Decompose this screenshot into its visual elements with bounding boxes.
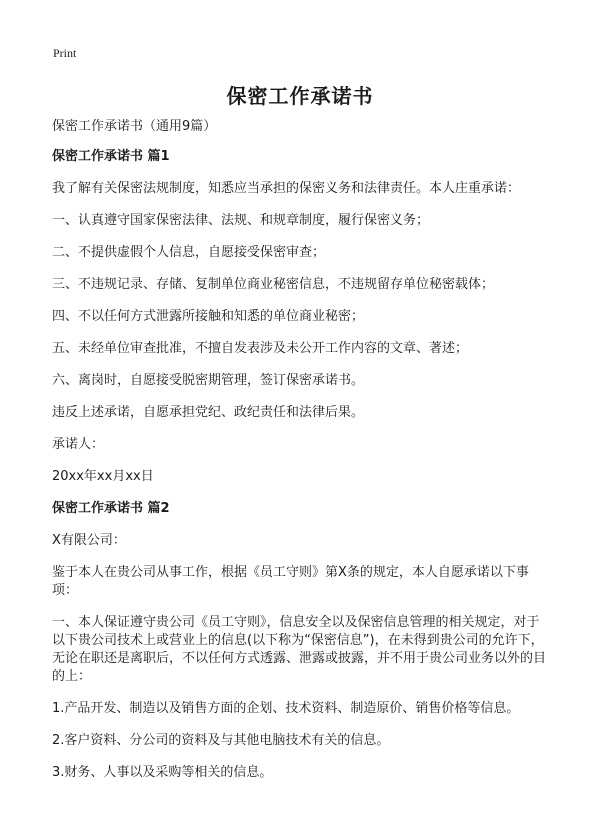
section-1-paragraph: 四、不以任何方式泄露所接触和知悉的单位商业秘密；: [52, 309, 365, 324]
section-2-paragraph: 2.客户资料、分公司的资料及与其他电脑技术有关的信息。: [52, 733, 390, 748]
document-body: [52, 118, 552, 796]
section-1-paragraph: 二、不提供虚假个人信息，自愿接受保密审查；: [52, 245, 326, 260]
section-1-paragraph: 我了解有关保密法规制度，知悉应当承担的保密义务和法律责任。本人庄重承诺：: [52, 181, 521, 196]
section-2-paragraph: 一、本人保证遵守贵公司《员工守则》，信息安全以及保密信息管理的相关规定，对于以下贵公司技术上或营业上的信息(以下称为“保密信息”)，在未得到贵公司的允许下，无论在职还是离职后，不以任何方式透露、泄露或披露，并不用于贵公司业务以外的目的上：: [52, 615, 547, 684]
signature-date: 20xx年xx月xx日: [52, 469, 154, 484]
signatory-label: 承诺人：: [52, 437, 105, 452]
addressee: X有限公司：: [52, 533, 126, 548]
document-title: 保密工作承诺书: [226, 84, 374, 108]
section-1-paragraph: 六、离岗时，自愿接受脱密期管理，签订保密承诺书。: [52, 373, 365, 388]
section-1-paragraph: 违反上述承诺，自愿承担党纪、政纪责任和法律后果。: [52, 405, 365, 420]
section-2-paragraph: 3.财务、人事以及采购等相关的信息。: [52, 765, 273, 780]
section-1-heading: 保密工作承诺书 篇1: [52, 149, 170, 164]
print-link[interactable]: Print: [53, 46, 77, 60]
section-1-paragraph: 一、认真遵守国家保密法律、法规、和规章制度，履行保密义务；: [52, 213, 430, 228]
section-2-paragraph: 1.产品开发、制造以及销售方面的企划、技术资料、制造原价、销售价格等信息。: [52, 701, 520, 716]
section-2-paragraph: 鉴于本人在贵公司从事工作，根据《员工守则》第X条的规定，本人自愿承诺以下事项：: [52, 565, 529, 598]
section-1-paragraph: 三、不违规记录、存储、复制单位商业秘密信息，不违规留存单位秘密载体；: [52, 277, 495, 292]
document-subtitle: 保密工作承诺书（通用9篇）: [52, 119, 217, 134]
section-1-paragraph: 五、未经单位审查批准，不擅自发表涉及未公开工作内容的文章、著述；: [52, 341, 469, 356]
section-2-heading: 保密工作承诺书 篇2: [52, 501, 170, 516]
